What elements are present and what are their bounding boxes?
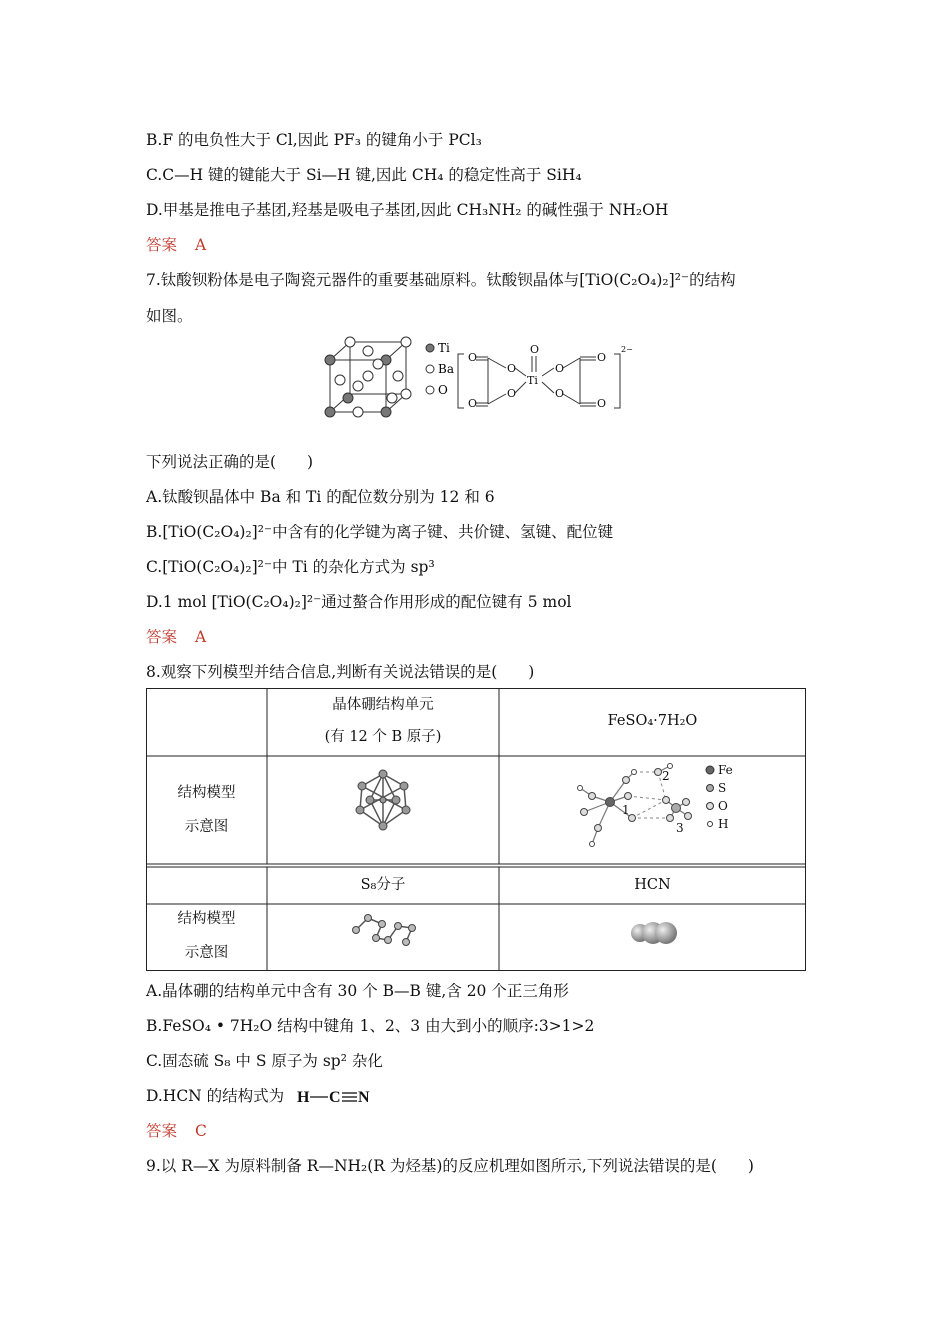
svg-text:O: O [468, 397, 478, 410]
svg-text:O: O [507, 387, 517, 400]
svg-text:H: H [718, 817, 729, 831]
header-feso4: FeSO₄·7H₂O [607, 713, 698, 729]
header-boron-line1: 晶体硼结构单元 [332, 697, 434, 713]
oxalate-complex-diagram [458, 343, 633, 410]
answer-value: A [195, 628, 207, 646]
q7-figure [318, 336, 633, 416]
svg-text:2−: 2− [621, 345, 633, 354]
svg-text:O: O [597, 397, 607, 410]
q8-option-b: B.FeSO₄ • 7H₂O 结构中键角 1、2、3 由大到小的顺序:3>1>2 [146, 1017, 595, 1035]
svg-text:O: O [718, 799, 728, 813]
q7-stem-line1: 7.钛酸钡粉体是电子陶瓷元器件的重要基础原料。钛酸钡晶体与[TiO(C₂O₄)₂]²⁻的结构 [146, 271, 736, 289]
header-hcn: HCN [634, 877, 671, 893]
boron-icosahedron-model [352, 768, 414, 832]
row-label-model: 结构模型 [177, 785, 236, 801]
cell-legend [426, 341, 454, 397]
header-boron-line2: (有 12 个 B 原子) [324, 729, 442, 745]
answer-q6 [146, 233, 206, 255]
svg-text:C: C [329, 1089, 341, 1106]
svg-text:Ti: Ti [527, 374, 538, 387]
batio3-unit-cell-diagram [325, 337, 411, 417]
legend-ba: Ba [438, 362, 454, 376]
q7-option-b: B.[TiO(C₂O₄)₂]²⁻中含有的化学键为离子键、共价键、氢键、配位键 [146, 523, 614, 541]
svg-text:O: O [555, 387, 565, 400]
answer-label: 答案 [146, 1122, 178, 1140]
q9-stem: 9.以 R—X 为原料制备 R—NH₂(R 为烃基)的反应机理如图所示,下列说法错误的是( ) [146, 1157, 754, 1175]
svg-text:O: O [507, 362, 517, 375]
q8-model-table [146, 688, 806, 971]
svg-text:N: N [358, 1089, 370, 1106]
q7-option-c: C.[TiO(C₂O₄)₂]²⁻中 Ti 的杂化方式为 sp³ [146, 558, 435, 576]
q8-option-a: A.晶体硼的结构单元中含有 30 个 B—B 键,含 20 个正三角形 [146, 982, 569, 1000]
hcn-spacefill-model [629, 918, 679, 948]
answer-q7 [146, 625, 206, 647]
answer-value: C [195, 1122, 207, 1140]
answer-value: A [195, 236, 207, 254]
header-s8: S₈分子 [360, 877, 406, 893]
svg-text:S: S [718, 781, 727, 795]
row-label-model-2: 结构模型 [177, 911, 236, 927]
angle-label-1: 1 [622, 803, 630, 817]
feso4-hydrate-model [570, 760, 770, 856]
q7-option-d: D.1 mol [TiO(C₂O₄)₂]²⁻通过螯合作用形成的配位键有 5 mol [146, 593, 572, 611]
q8-option-d [146, 1084, 375, 1107]
answer-label: 答案 [146, 236, 178, 254]
svg-text:O: O [597, 351, 607, 364]
fe-legend [706, 763, 733, 831]
svg-text:Fe: Fe [718, 763, 733, 777]
hcn-structural-formula [295, 1087, 375, 1107]
legend-ti: Ti [438, 341, 450, 355]
answer-label: 答案 [146, 628, 178, 646]
option-d-q6: D.甲基是推电子基团,羟基是吸电子基团,因此 CH₃NH₂ 的碱性强于 NH₂OH [146, 201, 669, 219]
row-label-diagram: 示意图 [184, 819, 229, 835]
angle-label-2: 2 [662, 769, 670, 783]
svg-text:O: O [468, 351, 478, 364]
q7-option-a: A.钛酸钡晶体中 Ba 和 Ti 的配位数分别为 12 和 6 [146, 488, 495, 506]
row-label-diagram-2: 示意图 [184, 945, 229, 961]
q8-stem: 8.观察下列模型并结合信息,判断有关说法错误的是( ) [146, 663, 535, 681]
q7-stem-line2: 如图。 [146, 307, 193, 325]
q8-option-c: C.固态硫 S₈ 中 S 原子为 sp² 杂化 [146, 1052, 383, 1070]
option-b-q6: B.F 的电负性大于 Cl,因此 PF₃ 的键角小于 PCl₃ [146, 131, 482, 149]
angle-label-3: 3 [676, 821, 684, 835]
option-d-text: D.HCN 的结构式为 [146, 1087, 285, 1105]
svg-text:O: O [530, 343, 540, 356]
q7-prompt: 下列说法正确的是( ) [146, 453, 314, 471]
svg-text:O: O [555, 362, 565, 375]
legend-o: O [438, 383, 448, 397]
answer-q8 [146, 1119, 207, 1141]
svg-text:H: H [297, 1089, 310, 1106]
s8-molecule-model [348, 910, 420, 950]
option-c-q6: C.C—H 键的键能大于 Si—H 键,因此 CH₄ 的稳定性高于 SiH₄ [146, 166, 582, 184]
